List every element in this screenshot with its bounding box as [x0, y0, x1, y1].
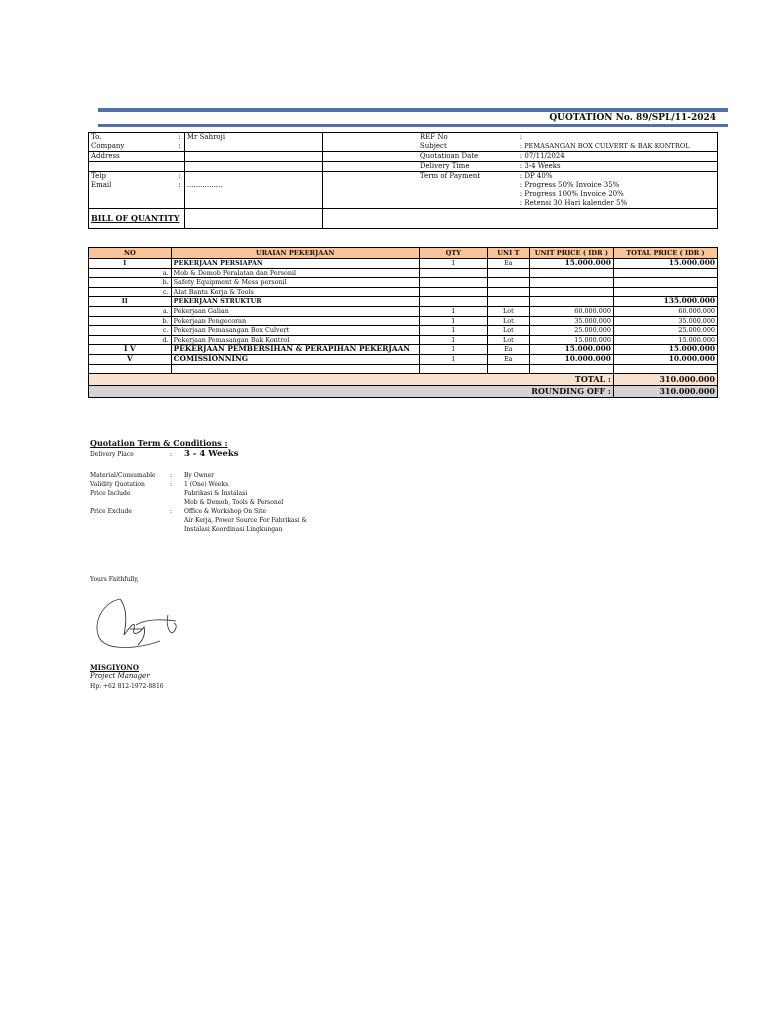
row-desc: PEKERJAAN PERSIAPAN [171, 259, 419, 269]
company-label: Company [89, 142, 177, 152]
title-rule-bottom [98, 124, 728, 127]
row-qty: 1 [419, 335, 487, 345]
row-total-price [613, 278, 717, 288]
row-unit: Ea [487, 259, 529, 269]
row-qty [419, 297, 487, 307]
row-unit: Lot [487, 326, 529, 336]
row-unit-price: 35.000.000 [529, 316, 613, 326]
price-exclude-label: Price Exclude [90, 508, 132, 515]
row-unit [487, 287, 529, 297]
row-no: I [89, 259, 161, 269]
row-total-price [613, 268, 717, 278]
delivery-time-value: : 3-4 Weeks [518, 162, 718, 172]
row-unit-price [529, 268, 613, 278]
delivery-place-value: 3 - 4 Weeks [184, 449, 239, 459]
row-total-price: 35.000.000 [613, 316, 717, 326]
terms-heading: Quotation Term & Conditions : [90, 438, 228, 448]
table-row [89, 326, 718, 336]
row-total-price: 60.000.000 [613, 306, 717, 316]
row-unit-price: 15.000.000 [529, 335, 613, 345]
price-include-line-2: Mob & Demob, Tools & Personel [184, 499, 284, 506]
row-unit-price [529, 287, 613, 297]
ref-value: : [518, 133, 718, 143]
row-unit [487, 268, 529, 278]
row-unit: Lot [487, 316, 529, 326]
material-label: Material/Consumable [90, 472, 156, 479]
row-total-price: 25.000.000 [613, 326, 717, 336]
row-sub [161, 297, 172, 307]
price-exclude-line-1: Office & Workshop On Site [184, 508, 267, 515]
row-total-price: 135.000.000 [613, 297, 717, 307]
payment-line-2: : Progress 50% Invoice 35% [518, 181, 718, 190]
rounding-label: ROUNDING OFF : [89, 386, 614, 398]
price-exclude-line-2: Air Kerja, Power Source For Fabrikasi & [184, 517, 307, 524]
telp-label: Telp [89, 172, 177, 182]
signer-role: Project Manager [90, 672, 150, 680]
material-sep: : [170, 472, 173, 479]
header-table [88, 132, 718, 229]
validity-value: 1 (One) Weeks [184, 481, 229, 488]
row-sub: c. [161, 326, 172, 336]
col-unit-price: UNIT PRICE ( IDR ) [529, 248, 613, 259]
row-sub: b. [161, 278, 172, 288]
row-v-price: 10.000.000 [529, 354, 613, 364]
col-total-price: TOTAL PRICE ( IDR ) [613, 248, 717, 259]
row-unit-price [529, 278, 613, 288]
table-row [89, 278, 718, 288]
email-sep: : [178, 181, 181, 189]
row-desc: Pekerjaan Galian [171, 306, 419, 316]
row-unit: Lot [487, 306, 529, 316]
row-desc: Pekerjaan Pemasangan Bak Kontrol [171, 335, 419, 345]
bill-of-quantity-label: BILL OF QUANTITY [89, 209, 185, 229]
payment-label: Term of Payment [419, 172, 481, 180]
price-include-label: Price Include [90, 490, 131, 497]
row-desc: Pekerjaan Pemasangan Box Culvert [171, 326, 419, 336]
row-desc: Safety Equipment & Mess personil [171, 278, 419, 288]
row-v-desc: COMISSIONNING [171, 354, 419, 364]
row-desc: Alat Bantu Kerja & Tools [171, 287, 419, 297]
row-qty: 1 [419, 259, 487, 269]
row-v-no: V [89, 354, 172, 364]
table-row [89, 306, 718, 316]
subject-value: : PEMASANGAN BOX CULVERT & BAK KONTROL [518, 142, 718, 152]
table-row [89, 316, 718, 326]
price-include-line-1: Fabrikasi & Instalasi [184, 490, 248, 497]
row-iv-desc: PEKERJAAN PEMBERSIHAN & PERAPIHAN PEKERJAAN [171, 345, 419, 355]
row-no [89, 278, 161, 288]
table-row [89, 259, 718, 269]
row-sub: a. [161, 306, 172, 316]
signer-phone: Hp: +62 812-1972-8816 [90, 683, 164, 690]
to-value: Mr Sahroji [184, 133, 322, 143]
row-total-price: 15.000.000 [613, 259, 717, 269]
row-no [89, 326, 161, 336]
items-table [88, 247, 718, 398]
quotation-date-value: : 07/11/2024 [518, 152, 718, 162]
signer-name: MISGIYONO [90, 663, 139, 672]
col-uraian: URAIAN PEKERJAAN [171, 248, 419, 259]
row-qty: 1 [419, 316, 487, 326]
payment-line-3: : Progress 100% Invoice 20% [518, 190, 718, 199]
row-unit-price: 25.000.000 [529, 326, 613, 336]
row-unit: Lot [487, 335, 529, 345]
row-qty [419, 268, 487, 278]
row-qty [419, 287, 487, 297]
row-no [89, 316, 161, 326]
total-label: TOTAL : [89, 374, 614, 386]
row-qty [419, 278, 487, 288]
row-desc: PEKERJAAN STRUKTUR [171, 297, 419, 307]
row-no [89, 306, 161, 316]
table-row [89, 297, 718, 307]
subject-label: Subject [418, 142, 518, 152]
ref-label: REF No [418, 133, 518, 143]
row-unit-price: 60.000.000 [529, 306, 613, 316]
price-exclude-line-3: Instalasi Koordinasi Lingkungan [184, 526, 283, 533]
row-v-unit: Ea [487, 354, 529, 364]
row-qty: 1 [419, 326, 487, 336]
payment-line-4: : Retensi 30 Hari kalender 5% [518, 199, 718, 209]
row-unit [487, 278, 529, 288]
quotation-number: QUOTATION No. 89/SPL/11-2024 [549, 113, 716, 123]
email-value: ................ [184, 181, 322, 190]
delivery-place-sep: : [170, 451, 173, 458]
material-value: By Owner [184, 472, 215, 479]
row-v-qty: 1 [419, 354, 487, 364]
col-qty: QTY [419, 248, 487, 259]
row-sub: c. [161, 287, 172, 297]
row-v-total: 10.000.000 [613, 354, 717, 364]
row-iv-unit: Ea [487, 345, 529, 355]
to-sep: : [176, 133, 184, 143]
row-unit-price: 15.000.000 [529, 259, 613, 269]
row-no [89, 268, 161, 278]
row-desc: Pekerjaan Pengecoran [171, 316, 419, 326]
row-qty: 1 [419, 306, 487, 316]
rounding-value: 310.000.000 [613, 386, 717, 398]
address-label: Address [89, 152, 177, 162]
price-exclude-sep: : [170, 508, 173, 515]
email-label: Email [89, 181, 177, 190]
table-row [89, 268, 718, 278]
closing-text: Yours Faithfully, [90, 576, 139, 583]
row-desc: Mob & Demob Peralatan dan Personil [171, 268, 419, 278]
row-no: II [89, 297, 161, 307]
row-no [89, 287, 161, 297]
row-total-price: 15.000.000 [613, 335, 717, 345]
handwritten-signature [90, 589, 190, 653]
row-unit-price [529, 297, 613, 307]
row-unit [487, 297, 529, 307]
table-row [89, 287, 718, 297]
col-unit: UNI T [487, 248, 529, 259]
payment-line-1: : DP 40% [518, 172, 718, 182]
terms-section [90, 438, 344, 534]
validity-sep: : [170, 481, 173, 488]
row-sub: d. [161, 335, 172, 345]
row-iv-price: 15.000.000 [529, 345, 613, 355]
validity-label: Validity Quotation [90, 481, 145, 488]
col-no: NO [89, 248, 172, 259]
signature-section [90, 576, 190, 690]
telp-sep: : [178, 172, 181, 180]
row-sub: b. [161, 316, 172, 326]
row-iv-qty: 1 [419, 345, 487, 355]
company-sep: : [176, 142, 184, 152]
to-label: To. [89, 133, 177, 143]
row-sub: a. [161, 268, 172, 278]
row-iv-total: 15.000.000 [613, 345, 717, 355]
total-value: 310.000.000 [613, 374, 717, 386]
delivery-place-label: Delivery Place [90, 451, 134, 458]
row-sub [161, 259, 172, 269]
delivery-time-label: Delivery Time [418, 162, 518, 172]
quotation-date-label: Quotatioan Date [418, 152, 518, 162]
row-iv-no: I V [89, 345, 172, 355]
